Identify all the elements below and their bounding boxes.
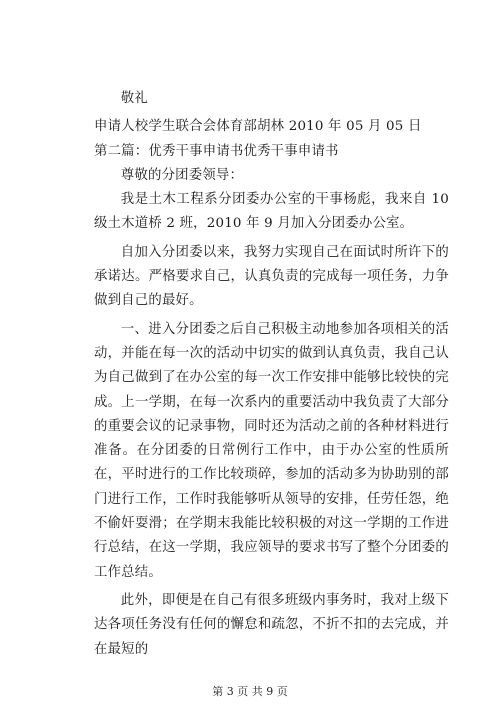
- paragraph-moreover: 此外，即便是在自己有很多班级内事务时，我对上级下达各项任务没有任何的懈怠和疏忽，不折不扣的去完成，并在最短的: [94, 592, 449, 657]
- paragraph-activities: 一、进入分团委之后自己积极主动地参加各项相关的活动，并能在每一次的活动中切实的做到认真负责，我自己认为自己做到了在办公室的每一次工作安排中能够比较快的完成。上一学期，在每一次系内的重要活动中我负责了大部分的重要会议的记录事物，同时还为活动之前的各种材料进行准备。在分团委的日常例行工作中，由于办公室的性质所在，平时进行的工作比较琐碎，参加的活动多为协助别的部门进行工作，工作时我能够听从领导的安排，任劳任怨，绝不偷奸耍滑；在学期末我能比较积极的对这一学期的工作进行总结，在这一学期，我应领导的要求书写了整个分团委的工作总结。: [94, 321, 449, 580]
- document-body: [94, 87, 449, 662]
- page-footer: [0, 683, 500, 699]
- greeting-line: 尊敬的分团委领导：: [120, 167, 244, 183]
- paragraph-commitment: 自加入分团委以来，我努力实现自己在面试时所许下的承诺达。严格要求自己，认真负责的完成每一项任务，力争做到自己的最好。: [94, 244, 449, 309]
- signature-line: 申请人校学生联合会体育部胡林 2010 年 05 月 05 日: [94, 119, 422, 135]
- paragraph-intro: 我是土木工程系分团委办公室的干事杨彪，我来自 10 级土木道桥 2 班，2010 年 9 月加入分团委办公室。: [94, 192, 449, 232]
- page-number: 第 3 页 共 9 页: [212, 685, 288, 698]
- closing-salute: 敬礼: [120, 91, 148, 106]
- section-title: 第二篇：优秀干事申请书优秀干事申请书: [94, 143, 339, 159]
